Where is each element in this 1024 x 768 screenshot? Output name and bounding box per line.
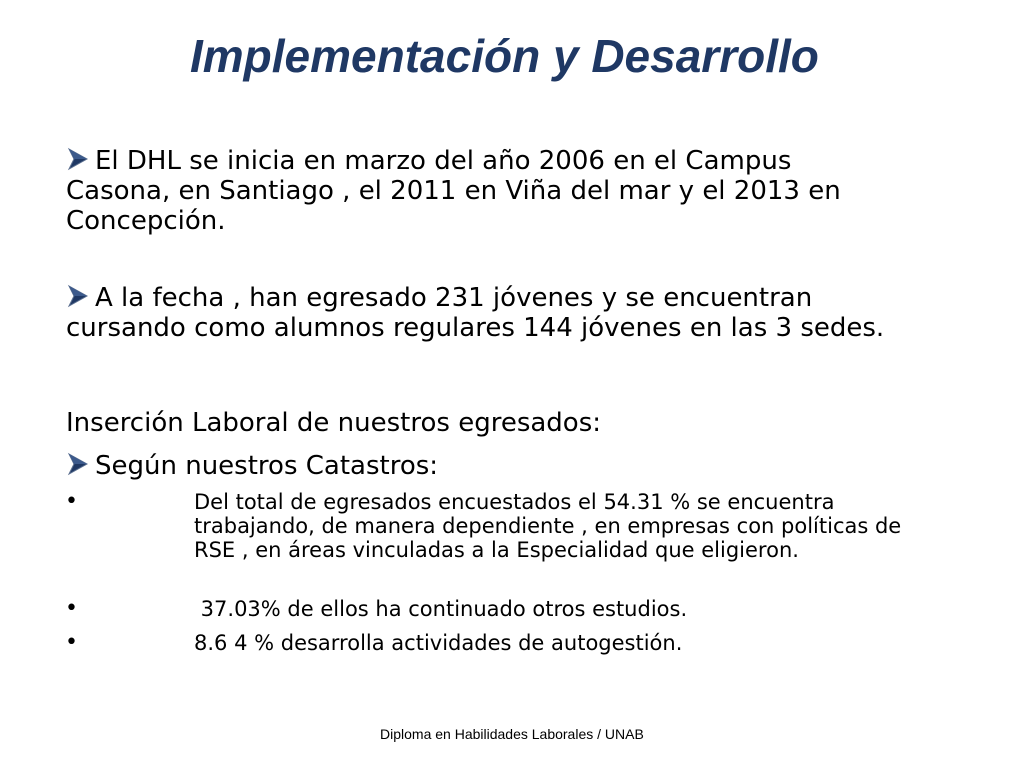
bullet-item-selfmanagement: 8.6 4 % desarrolla actividades de autogestión.	[194, 631, 683, 655]
paragraph-student-counts	[66, 283, 896, 343]
insercion-heading: Inserción Laboral de nuestros egresados:	[66, 408, 602, 438]
bullet-dot: •	[65, 630, 78, 655]
catastros-heading	[66, 449, 438, 483]
bullet-item-employment: Del total de egresados encuestados el 54.31 % se encuentra trabajando, de manera dependiente , en empresas con políticas de RSE , en áreas vinculadas a la Especialidad que eligieron.	[194, 490, 902, 562]
arrow-bullet-icon	[66, 147, 90, 171]
slide-title: Implementación y Desarrollo	[190, 30, 819, 82]
paragraph-text: El DHL se inicia en marzo del año 2006 en el Campus Casona, en Santiago , el 2011 en Viña del mar y el 2013 en Concepción.	[66, 146, 841, 236]
arrow-bullet-icon	[66, 452, 90, 476]
arrow-bullet-icon	[66, 284, 90, 308]
bullet-dot: •	[65, 596, 78, 621]
paragraph-campus-history	[66, 146, 896, 236]
paragraph-text: A la fecha , han egresado 231 jóvenes y se encuentran cursando como alumnos regulares 144 jóvenes en las 3 sedes.	[66, 283, 885, 343]
footer-text: Diploma en Habilidades Laborales / UNAB	[380, 726, 644, 742]
bullet-dot: •	[65, 489, 78, 514]
catastros-heading-text: Según nuestros Catastros:	[95, 451, 439, 481]
bullet-item-studies: 37.03% de ellos ha continuado otros estudios.	[194, 597, 688, 621]
